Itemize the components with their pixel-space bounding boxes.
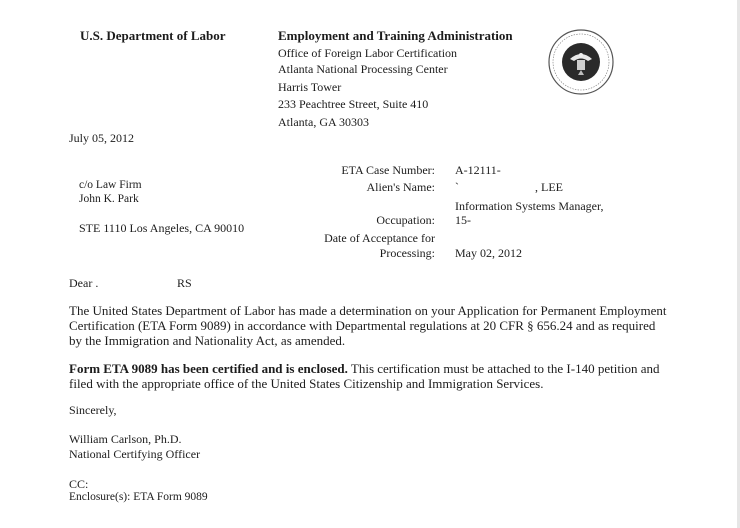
office-address-line: 233 Peachtree Street, Suite 410	[278, 97, 429, 111]
recipient-line: John K. Park	[79, 193, 139, 205]
dol-seal-icon	[548, 29, 614, 95]
signatory-title: National Certifying Officer	[69, 447, 201, 461]
cc-label: CC:	[69, 477, 89, 491]
salutation-prefix: Dear .	[69, 276, 99, 290]
occupation-code: 15-	[455, 213, 471, 227]
salutation-suffix: RS	[177, 276, 192, 290]
alien-name-value-suffix: , LEE	[535, 180, 563, 194]
case-number-value: A-12111-	[455, 163, 501, 177]
signatory-name: William Carlson, Ph.D.	[69, 432, 182, 446]
letter-date: July 05, 2012	[69, 131, 135, 145]
acceptance-date-label: Processing:	[379, 246, 435, 260]
body-paragraph: The United States Department of Labor has made a determination on your Application for Permanent Employment Certification (ETA Form 9089) in accordance with Departmental regulations at 20 CFR § 656.24 and as required by the Immigration and Nationality Act, as amended.	[69, 303, 667, 348]
enclosure-line: Enclosure(s): ETA Form 9089	[69, 491, 208, 503]
acceptance-date-value: May 02, 2012	[455, 246, 522, 260]
recipient-address: STE 1110 Los Angeles, CA 90010	[79, 221, 245, 235]
closing: Sincerely,	[69, 403, 117, 417]
acceptance-date-label: Date of Acceptance for	[324, 231, 435, 245]
office-address-line: Office of Foreign Labor Certification	[278, 46, 458, 60]
body-paragraph	[69, 361, 669, 391]
recipient-line: c/o Law Firm	[79, 179, 142, 191]
office-address-line: Atlanta National Processing Center	[278, 62, 448, 76]
office-address-line: Harris Tower	[278, 80, 342, 94]
alien-name-label: Alien's Name:	[366, 180, 435, 194]
agency-name: U.S. Department of Labor	[80, 28, 226, 43]
case-number-label: ETA Case Number:	[341, 163, 435, 177]
certified-instructions: This certification must be attached to the I-140 petition and filed with the appropriate office of the United States Citizenship and Immigration Services.	[69, 361, 660, 391]
certified-statement: Form ETA 9089 has been certified and is enclosed.	[69, 361, 348, 376]
occupation-value: Information Systems Manager,	[455, 199, 604, 213]
administration-name: Employment and Training Administration	[278, 28, 513, 43]
office-address-line: Atlanta, GA 30303	[278, 115, 369, 129]
alien-name-value-prefix: `	[455, 180, 459, 194]
occupation-label: Occupation:	[376, 213, 435, 227]
